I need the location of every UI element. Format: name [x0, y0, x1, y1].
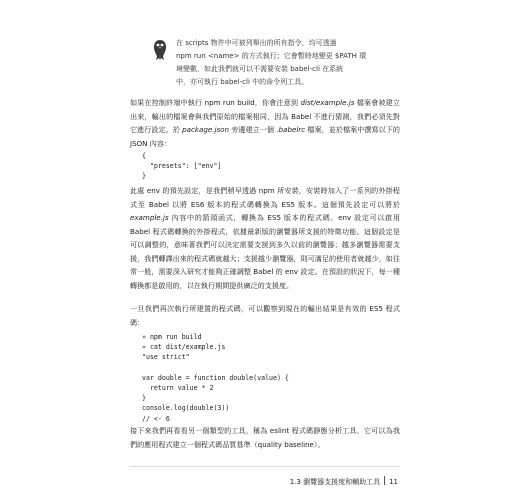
file-name: dist/example.js [300, 98, 355, 107]
code-line: } [142, 394, 146, 403]
code-block-babelrc [142, 151, 221, 182]
text-run: 旁邊建立一個 [229, 125, 277, 134]
paragraph-env-preset [130, 184, 400, 292]
code-line: "use strict" [142, 353, 190, 362]
text-run: 內容中的箭頭函式，轉換為 ES5 版本的程式碼。env 設定可以啟用 Babel 程式碼轉換的外掛程式，依據最新版的瀏覽器所支援的特徵功能。這個設定是可以調整的，意味著我們可以決定需要支援到多久以前的瀏覽器；越多瀏覽器需要支援，我們轉譯出來的程式碼就越大；支援越少瀏覽器，則可滿足的使用者就越少，如往常一般，需要深入研究才能夠正確調整 Babel 的 env 設定。在預設的狀況下，每一種轉換都是啟用的，以在執行期間提供廣泛的支援度。 [130, 213, 400, 290]
footer-separator [384, 476, 385, 485]
footer-rule [130, 466, 400, 467]
code-line: return value * 2 [142, 384, 214, 393]
code-line: var double = function double(value) { [142, 373, 289, 382]
code-line: "presets": ["env"] [142, 162, 222, 171]
file-name: package.json [182, 125, 230, 134]
file-name: .babelrc [276, 125, 306, 134]
bird-icon [152, 39, 168, 61]
code-line: { [142, 152, 146, 160]
paragraph-build [130, 96, 400, 150]
code-line: » cat dist/example.js [142, 343, 226, 352]
code-line: » npm run build [142, 333, 202, 341]
tip-line: 在 scripts 物件中可被列舉出的所有指令，均可透過 [176, 39, 337, 47]
code-line: // <- 6 [142, 414, 170, 423]
text-run: 檔案，並於檔案中撰寫以下的 JSON 內容： [130, 125, 400, 148]
code-line: console.log(double(3)) [142, 404, 230, 413]
section-title: 1.3 瀏覽器支援度和輔助工具 [289, 478, 381, 486]
tip-line: 境變數，如此我們就可以不需要安裝 babel-cli 在系統 [176, 65, 344, 73]
text-run: 檔案會被建立出來，輸出的檔案會與我們原始的檔案相同，因為 Babel 不進行猜測，我們必須先對它進行設定。於 [130, 98, 400, 134]
file-name: example.js [130, 213, 169, 222]
text-run: 此處 env 的預先設定，是我們稍早透過 npm 所安裝，安裝時加入了一系列的外掛程式至 Babel 以將 ES6 版本的程式碼轉換為 ES5 版本。這個預先設定可以將於 [130, 186, 400, 209]
paragraph-output: 一旦我們再次執行所建置的程式碼，可以觀察到現在的輸出結果是有效的 ES5 程式碼： [130, 304, 400, 327]
code-line: } [142, 172, 146, 181]
tip-text [176, 37, 400, 89]
code-block-terminal [142, 332, 289, 424]
page-number: 11 [389, 478, 398, 486]
text-run: 如果在控制終端中執行 npm run build，你會注意到 [130, 98, 301, 107]
tip-line: 中，亦可執行 babel-cli 中的命令列工具。 [176, 78, 309, 86]
page-footer [290, 476, 398, 487]
paragraph-eslint: 接下來我們再看看另一個類型的工具，稱為 eslint 程式碼靜態分析工具，它可以為我們的應用程式建立一個程式碼品質基準（quality baseline）。 [130, 426, 400, 449]
tip-line: npm run <name> 的方式執行；它會暫時地變更 $PATH 環 [176, 52, 367, 60]
